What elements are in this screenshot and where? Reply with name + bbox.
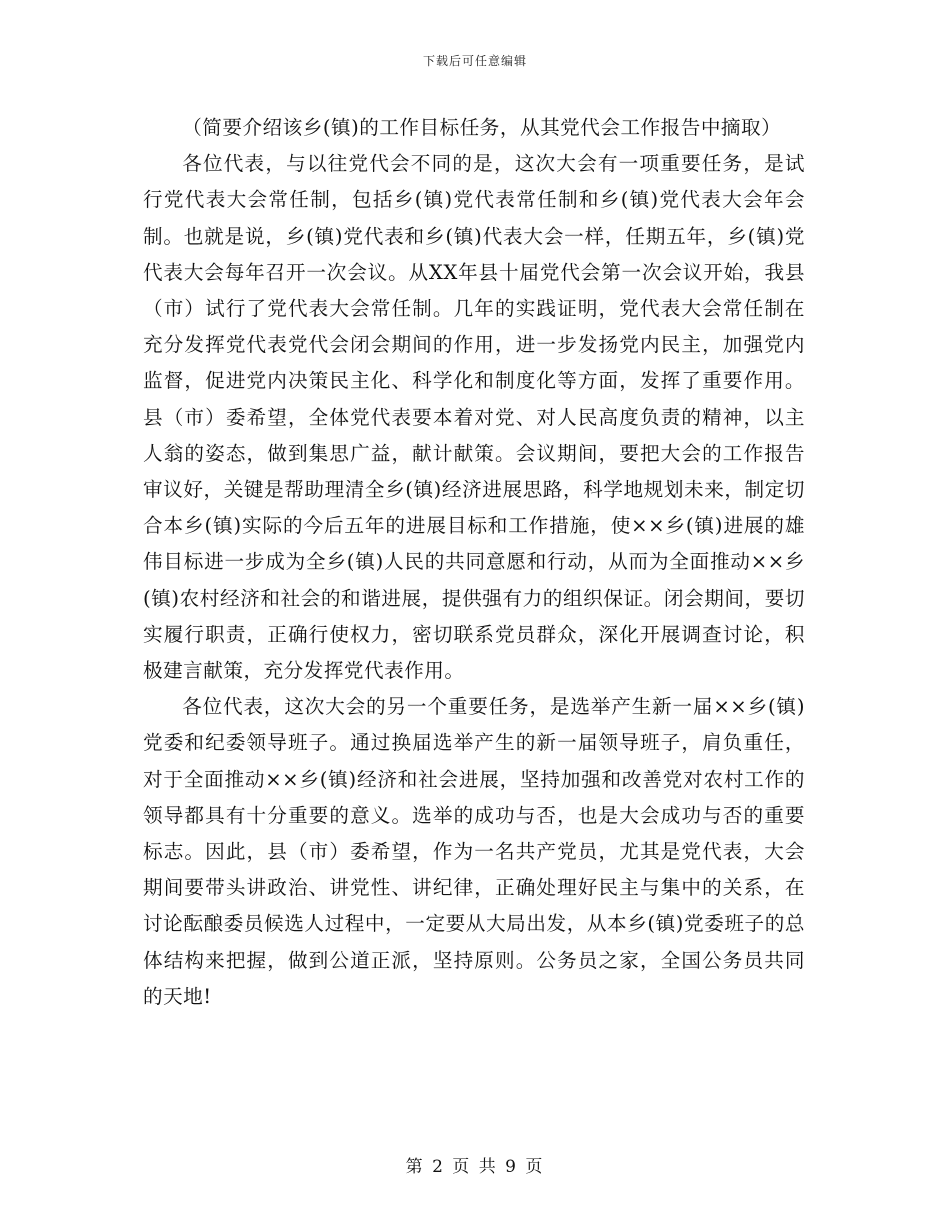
document-body [143, 110, 805, 1015]
header-note: 下载后可任意编辑 [422, 54, 527, 68]
paragraph-intro: （简要介绍该乡(镇)的工作目标任务，从其党代会工作报告中摘取） [182, 116, 782, 139]
paragraph-standing-system: 各位代表，与以往党代会不同的是，这次大会有一项重要任务，是试行党代表大会常任制，包括乡(镇)党代表常任制和乡(镇)党代表大会年会制。也就是说，乡(镇)党代表和乡(镇)代表大会一样，任期五年，乡(镇)党代表大会每年召开一次会议。从XX年县十届党代会第一次会议开始，我县（市）试行了党代表大会常任制。几年的实践证明，党代表大会常任制在充分发挥党代表党代会闭会期间的作用，进一步发扬党内民主，加强党内监督，促进党内决策民主化、科学化和制度化等方面，发挥了重要作用。县（市）委希望，全体党代表要本着对党、对人民高度负责的精神，以主人翁的姿态，做到集思广益，献计献策。会议期间，要把大会的工作报告审议好，关键是帮助理清全乡(镇)经济进展思路，科学地规划未来，制定切合本乡(镇)实际的今后五年的进展目标和工作措施，使××乡(镇)进展的雄伟目标进一步成为全乡(镇)人民的共同意愿和行动，从而为全面推动××乡(镇)农村经济和社会的和谐进展，提供强有力的组织保证。闭会期间，要切实履行职责，正确行使权力，密切联系党员群众，深化开展调查讨论，积极建言献策，充分发挥党代表作用。 [143, 152, 805, 683]
paragraph-election: 各位代表，这次大会的另一个重要任务，是选举产生新一届××乡(镇)党委和纪委领导班子。通过换届选举产生的新一届领导班子，肩负重任，对于全面推动××乡(镇)经济和社会进展，坚持加强和改善党对农村工作的领导都具有十分重要的意义。选举的成功与否，也是大会成功与否的重要标志。因此，县（市）委希望，作为一名共产党员，尤其是党代表，大会期间要带头讲政治、讲党性、讲纪律，正确处理好民主与集中的关系，在讨论酝酿委员候选人过程中，一定要从大局出发，从本乡(镇)党委班子的总体结构来把握，做到公道正派，坚持原则。公务员之家，全国公务员共同的天地! [143, 695, 805, 1008]
page-number-footer: 第 2 页 共 9 页 [405, 1157, 545, 1177]
